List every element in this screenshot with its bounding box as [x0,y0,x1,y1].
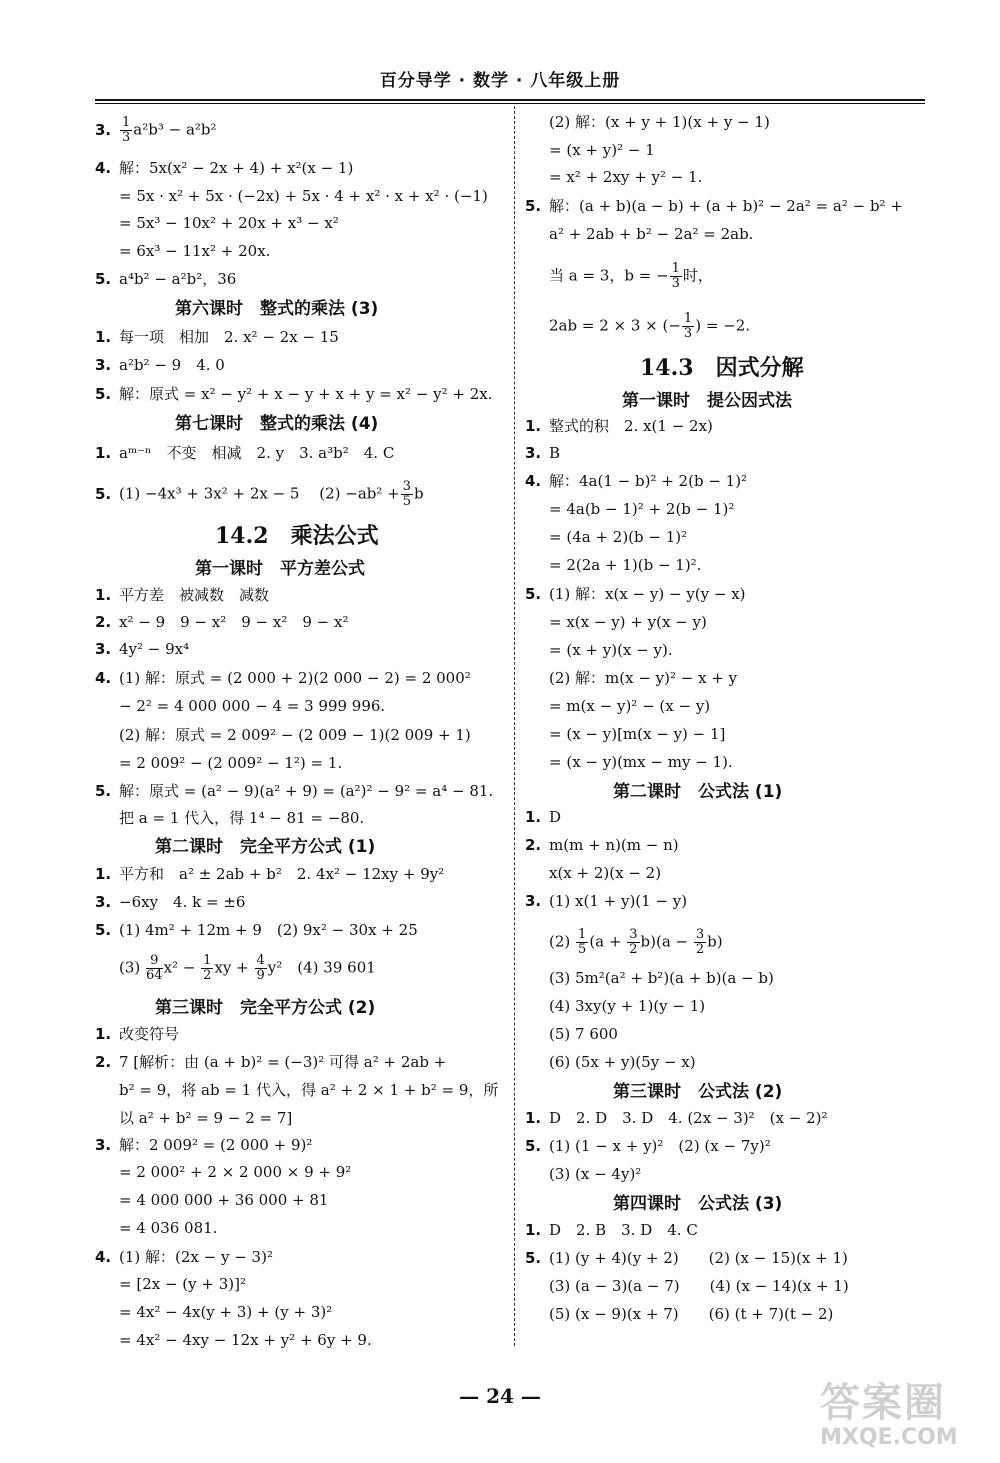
answer-line: = 4x² − 4x(y + 3) + (y + 3)² [119,1303,333,1321]
lesson-heading: 第四课时 公式法 (3) [613,1194,783,1214]
answer-line: a² + 2ab + b² − 2a² = 2ab. [549,225,754,243]
lesson-heading: 第二课时 公式法 (1) [613,782,783,802]
watermark [820,1380,990,1460]
answer-line: = 6x³ − 11x² + 20x. [119,242,271,260]
answer-line: (3) (x − 4y)² [549,1165,642,1183]
answer-line: = 4 000 000 + 36 000 + 81 [119,1191,329,1209]
answer-line: = 4 036 081. [119,1219,218,1237]
answer-line: b² = 9，将 ab = 1 代入，得 a² + 2 × 1 + b² = 9，所 [119,1081,499,1099]
answer-line: 2. x² − 9 9 − x² 9 − x² 9 − x² [95,613,349,631]
answer-line: 5. (1) −4x³ + 3x² + 2x − 5 (2) −ab² + $\frac{3}{5}$ b [95,479,424,509]
answer-line: 3. a²b² − 9 4. 0 [95,356,225,374]
answer-line: 3. (1) x(1 + y)(1 − y) [525,892,688,910]
answer-line: 3. −6xy 4. k = ±6 [95,893,246,911]
answer-line: (6) (5x + y)(5y − x) [549,1053,696,1071]
section-heading: 14.2 乘法公式 [215,523,379,549]
column-divider [514,106,515,1346]
answer-line: (4) 3xy(y + 1)(y − 1) [549,997,706,1015]
answer-line: 1. D 2. B 3. D 4. C [525,1221,698,1239]
answer-line: (2) 解：m(x − y)² − x + y [549,669,738,687]
answer-line: 5. (1) 解：x(x − y) − y(y − x) [525,585,746,603]
answer-line: = x(x − y) + y(x − y) [549,613,707,631]
header-rule [95,99,925,104]
answer-line: (3) $\frac{9}{64}$ x² − $\frac{1}{2}$ xy + $\frac{4}{9}$ y² (4) 39 601 [119,953,376,983]
answer-line: 5. (1) (1 − x + y)² (2) (x − 7y)² [525,1137,771,1155]
answer-line: 1. 每一项 相加 2. x² − 2x − 15 [95,328,339,346]
answer-line: 2. 7 [解析：由 (a + b)² = (−3)² 可得 a² + 2ab + [95,1053,447,1071]
lesson-heading: 第一课时 提公因式法 [622,391,792,411]
answer-line: 3. $\frac{1}{3}$ a²b³ − a²b² [95,115,217,145]
answer-line: x(x + 2)(x − 2) [549,864,662,882]
answer-line: 3. B [525,444,561,462]
answer-line: = x² + 2xy + y² − 1. [549,168,703,186]
answer-line: 4. (1) 解：原式 = (2 000 + 2)(2 000 − 2) = 2 000² [95,669,471,687]
answer-line: 3. 4y² − 9x⁴ [95,640,190,658]
answer-line: 1. 平方差 被减数 减数 [95,586,270,604]
answer-line: 当 a = 3，b = − $\frac{1}{3}$ 时， [549,261,713,291]
answer-line: = 5x · x² + 5x · (−2x) + 5x · 4 + x² · x + x² · (−1) [119,187,488,205]
answer-line: = 2(2a + 1)(b − 1)². [549,556,702,574]
answer-line: 5. 解：原式 = (a² − 9)(a² + 9) = (a²)² − 9² = a⁴ − 81. [95,782,494,800]
answer-line: 1. 改变符号 [95,1025,180,1043]
page-number: — 24 — [459,1384,541,1408]
answer-line: (3) (a − 3)(a − 7) (4) (x − 14)(x + 1) [549,1277,849,1295]
watermark-url: MXQE.COM [820,1425,958,1450]
answer-line: 以 a² + b² = 9 − 2 = 7] [119,1109,293,1127]
answer-line: (5) (x − 9)(x + 7) (6) (t + 7)(t − 2) [549,1305,834,1323]
answer-line: = 4x² − 4xy − 12x + y² + 6y + 9. [119,1331,372,1349]
answer-line: = (x + y)² − 1 [549,141,655,159]
answer-line: (2) 解：原式 = 2 009² − (2 009 − 1)(2 009 + 1) [119,726,471,744]
answer-line: 1. aᵐ⁻ⁿ 不变 相减 2. y 3. a³b² 4. C [95,444,395,462]
answer-line: = [2x − (y + 3)]² [119,1275,246,1293]
page-header: 百分导学 · 数学 · 八年级上册 [379,71,621,91]
lesson-heading: 第二课时 完全平方公式 (1) [155,837,376,857]
answer-line: = (x − y)[m(x − y) − 1] [549,725,726,743]
answer-line: (3) 5m²(a² + b²)(a + b)(a − b) [549,969,774,987]
answer-line: 2ab = 2 × 3 × (− $\frac{1}{3}$ ) = −2. [549,311,751,341]
answer-line: 5. 解：(a + b)(a − b) + (a + b)² − 2a² = a² − b² + [525,197,903,215]
answer-line: 4. 解：4a(1 − b)² + 2(b − 1)² [525,472,748,490]
answer-line: − 2² = 4 000 000 − 4 = 3 999 996. [119,697,386,715]
answer-line: = 4a(b − 1)² + 2(b − 1)² [549,500,735,518]
answer-line: 5. a⁴b² − a²b²，36 [95,270,237,288]
watermark-logo: 答案圈 [820,1380,946,1426]
answer-line: 4. (1) 解：(2x − y − 3)² [95,1248,273,1266]
answer-line: (5) 7 600 [549,1025,618,1043]
answer-line: 5. (1) (y + 4)(y + 2) (2) (x − 15)(x + 1) [525,1249,848,1267]
answer-line: 5. (1) 4m² + 12m + 9 (2) 9x² − 30x + 25 [95,921,418,939]
answer-line: = m(x − y)² − (x − y) [549,697,711,715]
answer-line: 把 a = 1 代入，得 1⁴ − 81 = −80. [119,809,365,827]
answer-line: = 5x³ − 10x² + 20x + x³ − x² [119,214,339,232]
answer-line: (2) 解：(x + y + 1)(x + y − 1) [549,113,770,131]
answer-line: 5. 解：原式 = x² − y² + x − y + x + y = x² − y² + 2x. [95,385,493,403]
lesson-heading: 第三课时 完全平方公式 (2) [155,998,376,1018]
answer-line: = 2 009² − (2 009² − 1²) = 1. [119,754,343,772]
answer-line: = (x + y)(x − y). [549,641,673,659]
answer-line: = 2 000² + 2 × 2 000 × 9 + 9² [119,1163,352,1181]
answer-line: 3. 解：2 009² = (2 000 + 9)² [95,1136,313,1154]
lesson-heading: 第一课时 平方差公式 [195,559,365,579]
lesson-heading: 第三课时 公式法 (2) [613,1082,783,1102]
lesson-heading: 第七课时 整式的乘法 (4) [175,414,379,434]
answer-line: 2. m(m + n)(m − n) [525,836,679,854]
answer-line: (2) $\frac{1}{5}$ (a + $\frac{3}{2}$ b)(a − $\frac{3}{2}$ b) [549,927,723,957]
answer-line: = (x − y)(mx − my − 1). [549,753,733,771]
answer-line: 1. D 2. D 3. D 4. (2x − 3)² (x − 2)² [525,1109,828,1127]
lesson-heading: 第六课时 整式的乘法 (3) [175,299,379,319]
answer-line: 4. 解：5x(x² − 2x + 4) + x²(x − 1) [95,159,354,177]
answer-line: = (4a + 2)(b − 1)² [549,528,688,546]
answer-line: 1. 平方和 a² ± 2ab + b² 2. 4x² − 12xy + 9y² [95,865,445,883]
section-heading: 14.3 因式分解 [640,355,804,381]
answer-line: 1. D [525,808,562,826]
answer-line: 1. 整式的积 2. x(1 − 2x) [525,417,713,435]
